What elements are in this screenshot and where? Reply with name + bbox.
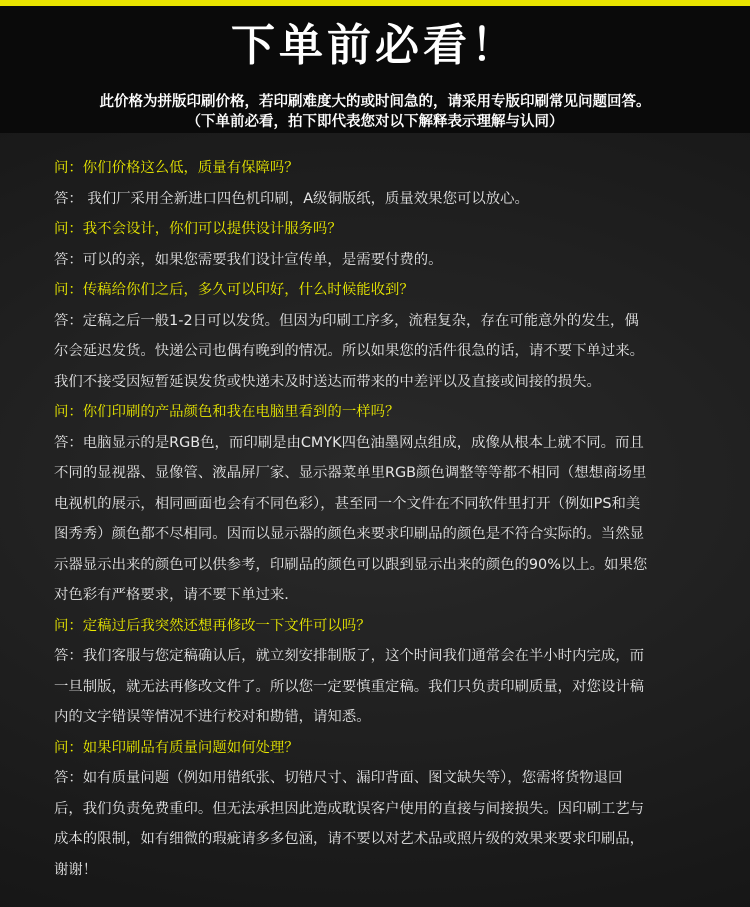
answer-line: 答：定稿之后一般1-2日可以发货。但因为印刷工序多，流程复杂，存在可能意外的发生，偶 xyxy=(54,312,639,329)
answer-line: 谢谢！ xyxy=(54,861,98,878)
answer-line: 尔会延迟发货。快递公司也偶有晚到的情况。所以如果您的活件很急的话，请不要下单过来。 xyxy=(54,343,645,359)
answer-line: 示器显示出来的颜色可以供参考，印刷品的颜色可以跟到显示出来的颜色的90%以上。如果您 xyxy=(54,556,648,573)
header-subtitle: 此价格为拼版印刷价格，若印刷难度大的或时间急的，请采用专版印刷常见问题回答。 xyxy=(99,94,651,110)
answer-line: 内的文字错误等情况不进行校对和勘错，请知悉。 xyxy=(54,709,371,725)
answer-line: 图秀秀）颜色都不尽相同。因而以显示器的颜色来要求印刷品的颜色是不符合实际的。当然显 xyxy=(54,526,645,542)
answer-line: 对色彩有严格要求，请不要下单过来. xyxy=(54,587,289,603)
question: 问：传稿给你们之后，多久可以印好，什么时候能收到？ xyxy=(54,282,414,298)
answer-line: 不同的显视器、显像管、液晶屏厂家、显示器菜单里RGB颜色调整等等都不相同（想想商场里 xyxy=(54,465,647,481)
header-banner xyxy=(0,0,750,133)
answer-line: 成本的限制，如有细微的瑕疵请多多包涵，请不要以对艺术品或照片级的效果来要求印刷品， xyxy=(54,831,645,847)
answer-line: 答：如有质量问题（例如用错纸张、切错尺寸、漏印背面、图文缺失等），您需将货物退回 xyxy=(54,770,623,786)
faq-item-color-accuracy xyxy=(54,397,704,611)
answer-line: 答：可以的亲，如果您需要我们设计宣传单，是需要付费的。 xyxy=(54,251,443,268)
answer-line: 电视机的展示，相同画面也会有不同色彩），甚至同一个文件在不同软件里打开（例如PS和美 xyxy=(54,495,641,512)
question: 问：定稿过后我突然还想再修改一下文件可以吗？ xyxy=(54,617,371,634)
answer-line: 答： 我们厂采用全新进口四色机印刷，A级铜版纸，质量效果您可以放心。 xyxy=(54,190,529,207)
question: 问：如果印刷品有质量问题如何处理？ xyxy=(54,739,299,756)
faq-item-design-service xyxy=(54,214,704,275)
header-note: （下单前必看，拍下即代表您对以下解释表示理解与认同） xyxy=(186,114,564,130)
page-title: 下单前必看！ xyxy=(231,20,519,71)
question: 问：我不会设计，你们可以提供设计服务吗？ xyxy=(54,221,342,237)
answer-line: 我们不接受因短暂延误发货或快递未及时送达而带来的中差评以及直接或间接的损失。 xyxy=(54,373,601,390)
answer-line: 答：我们客服与您定稿确认后，就立刻安排制版了，这个时间我们通常会在半小时内完成，而 xyxy=(54,648,645,664)
answer-line: 一旦制版，就无法再修改文件了。所以您一定要慎重定稿。我们只负责印刷质量，对您设计稿 xyxy=(54,678,645,695)
faq-list xyxy=(54,153,704,885)
faq-section xyxy=(0,133,750,907)
answer-line: 后，我们负责免费重印。但无法承担因此造成耽误客户使用的直接与间接损失。因印刷工艺与 xyxy=(54,800,645,817)
faq-item-modify-after-confirm xyxy=(54,611,704,733)
faq-item-delivery-time xyxy=(54,275,704,397)
question: 问：你们价格这么低，质量有保障吗？ xyxy=(54,160,299,176)
question: 问：你们印刷的产品颜色和我在电脑里看到的一样吗？ xyxy=(54,404,400,420)
faq-item-price-quality xyxy=(54,153,704,214)
answer-line: 答：电脑显示的是RGB色，而印刷是由CMYK四色油墨网点组成，成像从根本上就不同。而且 xyxy=(54,434,644,451)
faq-item-quality-issues xyxy=(54,733,704,886)
